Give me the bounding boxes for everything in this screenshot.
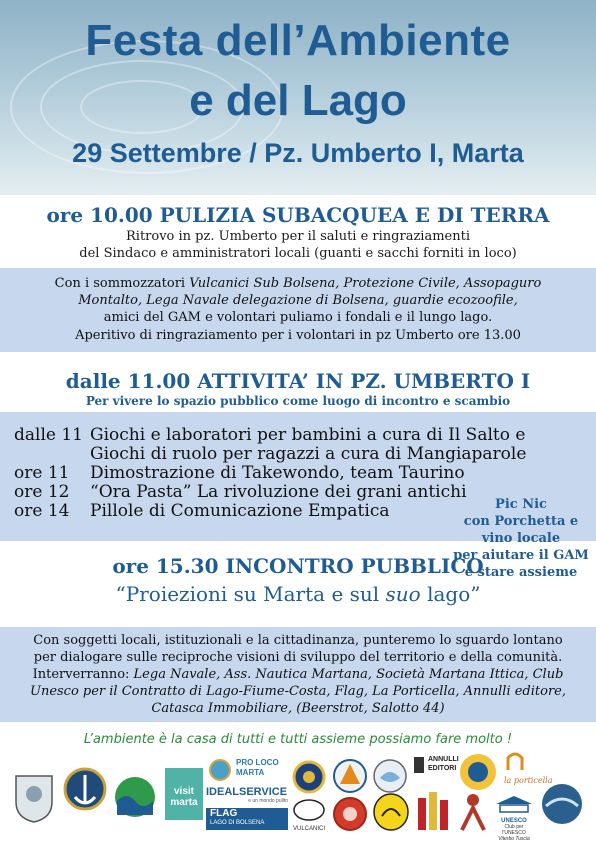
program-time: ore 12 bbox=[14, 482, 70, 502]
blue-lake-logo bbox=[540, 782, 584, 826]
flag-sublabel: LAGO DI BOLSENA bbox=[210, 820, 265, 826]
program-row bbox=[14, 425, 525, 445]
colorful-circle-logo bbox=[458, 752, 498, 792]
picnic-line: con Porchetta e bbox=[463, 514, 579, 529]
program-time: ore 14 bbox=[14, 501, 70, 521]
band-text-italic: Lega Navale, Ass. Nautica Martana, Società Martana Ittica, Club bbox=[133, 667, 564, 682]
section3-band-line1: Con soggetti locali, istituzionali e la cittadinanza, punteremo lo sguardo lontano bbox=[33, 633, 563, 648]
annulli-editori-logo bbox=[412, 755, 459, 785]
section3-quote bbox=[0, 582, 596, 606]
slogan: L’ambiente è la casa di tutti e tutti assieme possiamo fare molto ! bbox=[83, 732, 513, 747]
marta-coat-of-arms-logo bbox=[12, 772, 56, 824]
la-porticella-logo bbox=[504, 750, 564, 784]
lega-navale-logo bbox=[62, 765, 108, 825]
section2-subheading: Per vivere lo spazio pubblico come luogo di incontro e scambio bbox=[85, 394, 511, 408]
section3-band-line5: Catasca Immobiliare, (Beerstrot, Salotto 44) bbox=[151, 701, 445, 716]
idealservice-logo bbox=[206, 786, 288, 804]
program-activity: “Ora Pasta” La rivoluzione dei grani antichi bbox=[90, 482, 467, 502]
header-banner bbox=[0, 0, 596, 195]
bottles-logo bbox=[414, 788, 452, 832]
idealservice-label: IDEALSERVICE bbox=[206, 786, 288, 798]
club-unesco-label: Club per l'UNESCO bbox=[502, 824, 526, 836]
section1-band-line2: Montalto, Lega Navale delegazione di Bolsena, guardie ecozoofile, bbox=[78, 293, 518, 308]
band-text: Interverranno: bbox=[32, 667, 134, 682]
ittica-logo bbox=[372, 758, 408, 794]
section3-band-line2: per dialogare sulle reciproche visioni di sviluppo del territorio e della comunità. bbox=[33, 650, 563, 665]
green-wave-logo bbox=[113, 775, 157, 819]
picnic-line: vino locale bbox=[481, 531, 561, 546]
program-time: ore 11 bbox=[14, 463, 70, 483]
red-round-logo bbox=[332, 796, 368, 832]
date-place: 29 Settembre / Pz. Umberto I, Marta bbox=[72, 138, 524, 168]
program-row bbox=[14, 463, 465, 483]
pro-loco-logo bbox=[208, 758, 288, 782]
visit-marta-logo bbox=[165, 768, 203, 820]
pro-loco-place: MARTA bbox=[236, 768, 265, 777]
section3-band-line3 bbox=[0, 666, 596, 683]
quote-text: “Proiezioni su Marta e sul bbox=[115, 582, 386, 606]
section1-heading: ore 10.00 PULIZIA SUBACQUEA E DI TERRA bbox=[46, 203, 550, 227]
section3-heading: ore 15.30 INCONTRO PUBBLICO bbox=[112, 554, 484, 578]
program-row bbox=[14, 444, 526, 464]
program-activity: Giochi e laboratori per bambini a cura di Il Salto e bbox=[90, 425, 526, 445]
program-activity: Giochi di ruolo per ragazzi a cura di Mangiaparole bbox=[90, 444, 527, 464]
program-time: dalle 11 bbox=[14, 425, 83, 445]
picnic-line: e stare assieme bbox=[464, 565, 578, 580]
program-row bbox=[14, 482, 467, 502]
flag-logo bbox=[206, 808, 288, 830]
flag-label: FLAG bbox=[210, 808, 238, 819]
band-text: Con i sommozzatori bbox=[54, 276, 190, 291]
annulli-label: ANNULLI bbox=[428, 756, 459, 763]
club-unesco-logo bbox=[494, 794, 534, 842]
annulli-sublabel: EDITORI bbox=[428, 765, 457, 772]
section3-band-line4: Unesco per il Contratto di Lago-Fiume-Costa, Flag, La Porticella, Annulli editore, bbox=[29, 684, 567, 699]
program-activity: Dimostrazione di Takewondo, team Taurino bbox=[90, 463, 465, 483]
pro-loco-label: PRO LOCO bbox=[236, 758, 279, 767]
program-activity: Pillole di Comunicazione Empatica bbox=[90, 501, 390, 521]
porticella-label-b: porticella bbox=[513, 776, 553, 785]
section1-band-line4: Aperitivo di ringraziamento per i volontari in pz Umberto ore 13.00 bbox=[75, 328, 521, 343]
figure-logo bbox=[456, 792, 490, 832]
section2-heading: dalle 11.00 ATTIVITA’ IN PZ. UMBERTO I bbox=[65, 369, 531, 393]
yellow-salto-logo bbox=[372, 792, 410, 832]
vulcanici-sub-logo bbox=[292, 798, 326, 832]
program-row bbox=[14, 501, 389, 521]
section1-band-line3: amici del GAM e volontari puliamo i fondali e il lungo lago. bbox=[103, 310, 493, 325]
quote-emphasis: suo bbox=[385, 582, 421, 606]
club-unesco-place: Viterbo Tuscia bbox=[498, 836, 530, 842]
visit-marta-label: visit marta bbox=[170, 786, 198, 808]
section1-line1: Ritrovo in pz. Umberto per il saluti e ringraziamenti bbox=[126, 229, 470, 244]
title-line-2: e del Lago bbox=[189, 76, 407, 125]
vulcanici-label: VULCANICI bbox=[292, 826, 325, 832]
picnic-line: Pic Nic bbox=[495, 497, 547, 512]
quote-text: lago” bbox=[420, 582, 481, 606]
section1-line2: del Sindaco e amministratori locali (guanti e sacchi forniti in loco) bbox=[79, 246, 517, 261]
porticella-label-a: la bbox=[504, 776, 512, 785]
band-text-italic: Vulcanici Sub Bolsena, Protezione Civile, Assopaguro bbox=[189, 276, 542, 291]
picnic-line: per aiutare il GAM bbox=[453, 548, 589, 563]
unesco-label: UNESCO bbox=[501, 818, 527, 824]
idealservice-tagline: e un mondo pulito bbox=[248, 798, 288, 804]
title-line-1: Festa dell’Ambiente bbox=[85, 16, 511, 65]
section1-band-line1 bbox=[0, 275, 596, 292]
protezione-civile-logo bbox=[332, 758, 368, 794]
subacquei-badge-logo bbox=[292, 760, 326, 794]
